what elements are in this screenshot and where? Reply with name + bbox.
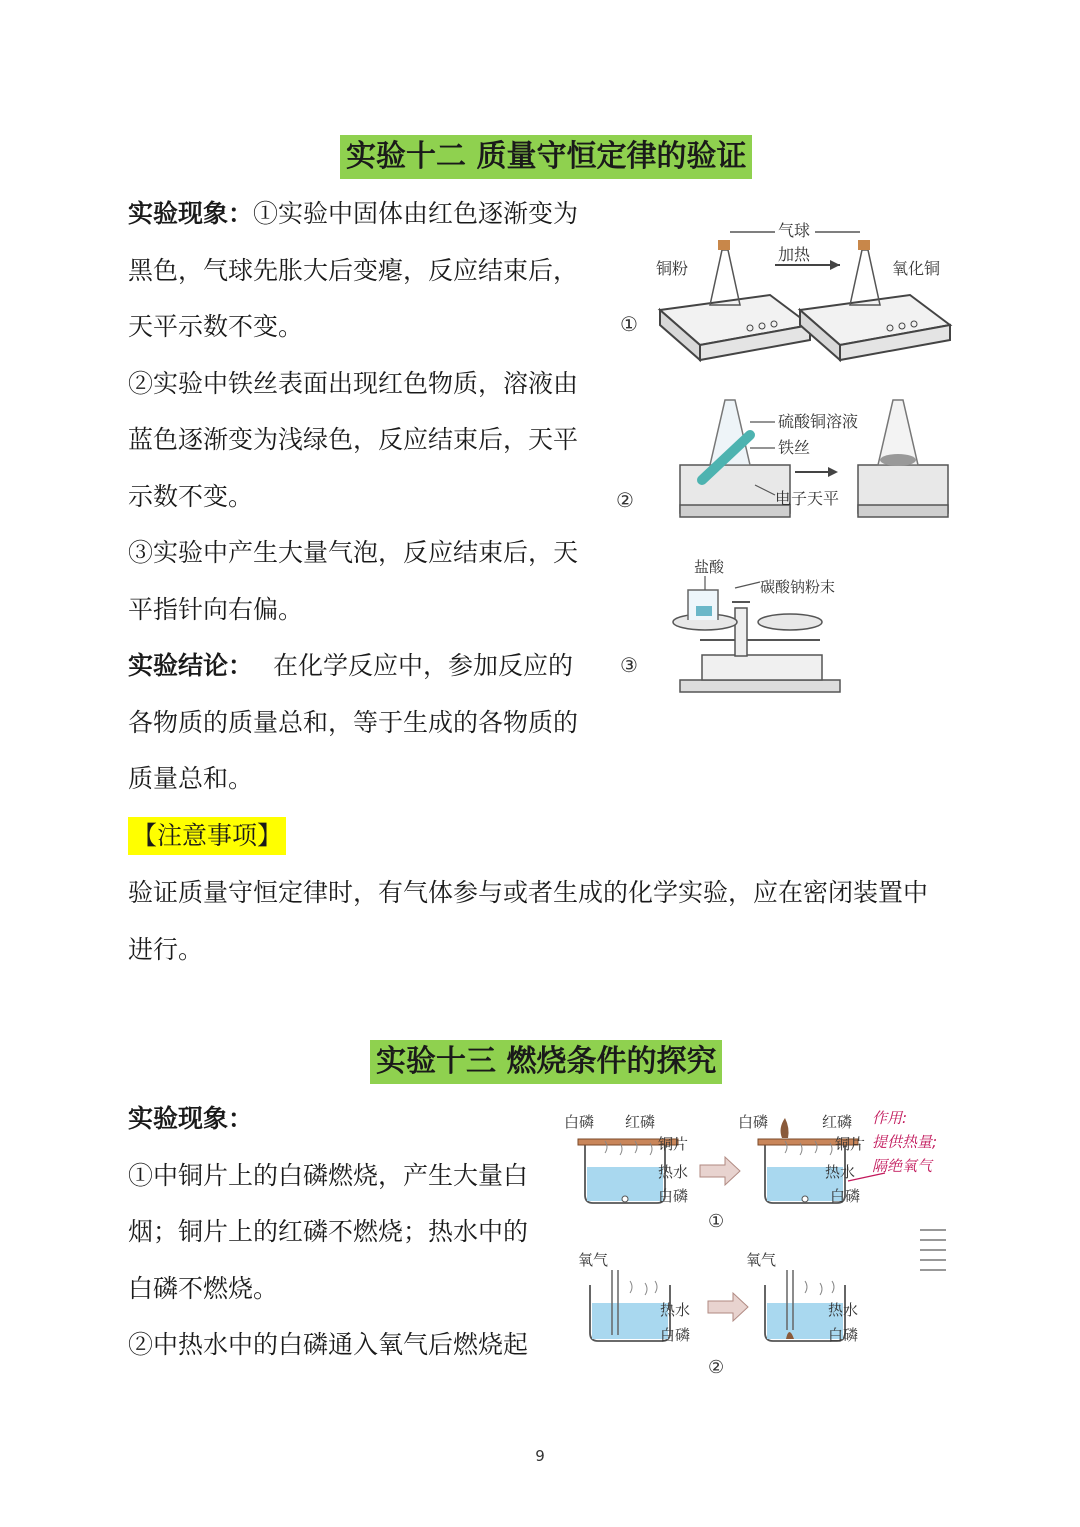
exp13-figure (560, 1105, 960, 1385)
page-number: 9 (535, 1447, 545, 1465)
s2-left-hot-water: 热水 (660, 1301, 691, 1319)
s2-left-oxygen: 氧气 (578, 1251, 609, 1269)
exp12-figure (610, 210, 960, 730)
s1-right-hot-water: 热水 (825, 1163, 856, 1181)
s1-left-white-p-water: 白磷 (658, 1187, 689, 1205)
exp13-line1: ①中铜片上的白磷燃烧，产生大量白 (128, 1160, 529, 1190)
setup1-number: ① (620, 312, 638, 336)
exp12-conclusion-line3: 质量总和。 (128, 764, 254, 793)
menu-lines (920, 1230, 946, 1270)
setup3-number: ③ (620, 653, 638, 677)
exp12-body (128, 186, 598, 808)
setup1-right-balance (800, 240, 950, 360)
s1-right-copper-sheet: 铜片 (835, 1135, 866, 1153)
exp13-phenomena-label: 实验现象： (128, 1104, 254, 1133)
exp12-p1-line1: ①实验中固体由红色逐渐变为 (253, 199, 579, 228)
label-na2co3: 碳酸钠粉末 (760, 578, 836, 596)
label-hcl: 盐酸 (694, 558, 725, 576)
exp12-conclusion-line2: 各物质的质量总和，等于生成的各物质的 (128, 707, 579, 737)
s2-arrow (708, 1293, 748, 1321)
exp13-line4: ②中热水中的白磷通入氧气后燃烧起 (128, 1330, 529, 1359)
exp12-title: 实验十二 质量守恒定律的验证 (340, 135, 752, 179)
label-cuso4: 硫酸铜溶液 (778, 412, 859, 431)
label-copper-powder: 铜粉 (656, 259, 689, 278)
exp12-phenomena-label: 实验现象： (128, 199, 254, 228)
label-copper-oxide: 氧化铜 (892, 259, 941, 278)
exp12-p2-line3: 示数不变。 (128, 481, 254, 511)
exp12-note-line2: 进行。 (128, 934, 204, 964)
s1-right-red-p: 红磷 (822, 1113, 853, 1131)
exp12-note-label: 【注意事项】 (128, 817, 286, 855)
label-balance: 电子天平 (775, 489, 840, 508)
exp12-p3-line1: ③实验中产生大量气泡，反应结束后，天 (128, 538, 579, 567)
label-iron-wire: 铁丝 (778, 438, 811, 457)
exp12-p2-line2: 蓝色逐渐变为浅绿色，反应结束后，天平 (128, 425, 579, 454)
s2-left-white-p: 白磷 (660, 1326, 691, 1344)
s2-right-white-p: 白磷 (828, 1326, 859, 1344)
exp12-conclusion-line1: 在化学反应中，参加反应的 (273, 651, 574, 680)
exp12-note-line1: 验证质量守恒定律时，有气体参与或者生成的化学实验，应在密闭装置中 (128, 878, 929, 907)
exp12-p1-line3: 天平示数不变。 (128, 312, 304, 341)
exp12-p1-line2: 黑色，气球先胀大后变瘪，反应结束后， (128, 255, 579, 285)
s2-right-hot-water: 热水 (828, 1301, 859, 1319)
s2-number: ② (708, 1357, 725, 1378)
setup2-right-balance (858, 400, 948, 517)
handwritten-note-3: 隔绝氧气 (872, 1157, 933, 1175)
exp12-p2-line1: ②实验中铁丝表面出现红色物质，溶液由 (128, 368, 579, 398)
setup2-left-beaker (590, 1270, 670, 1341)
s1-left-hot-water: 热水 (658, 1163, 689, 1181)
s1-arrow (700, 1157, 740, 1185)
handwritten-note-2: 提供热量; (872, 1133, 938, 1151)
s1-left-copper-sheet: 铜片 (658, 1135, 689, 1153)
s1-right-white-p-water: 白磷 (830, 1187, 861, 1205)
exp13-title: 实验十三 燃烧条件的探究 (370, 1040, 722, 1084)
exp12-conclusion-label: 实验结论： (128, 651, 254, 680)
heat-arrow-head (830, 260, 840, 270)
exp13-line3: 白磷不燃烧。 (128, 1273, 279, 1303)
label-balloon: 气球 (778, 221, 811, 240)
exp13-body (128, 1091, 548, 1374)
s1-right-white-p: 白磷 (738, 1113, 769, 1131)
s1-number: ① (708, 1211, 725, 1232)
s1-left-red-p: 红磷 (625, 1113, 656, 1131)
setup2-number: ② (616, 488, 634, 512)
setup3-pan-balance (673, 590, 840, 692)
handwritten-note-1: 作用: (872, 1109, 908, 1127)
exp12-note-body (128, 865, 958, 978)
exp13-line2: 烟；铜片上的红磷不燃烧；热水中的 (128, 1217, 529, 1246)
s1-left-white-p: 白磷 (564, 1113, 595, 1131)
exp12-p3-line2: 平指针向右偏。 (128, 594, 304, 624)
s2-right-oxygen: 氧气 (746, 1251, 777, 1269)
label-heat: 加热 (778, 245, 811, 264)
setup2-left-balance (680, 400, 790, 517)
